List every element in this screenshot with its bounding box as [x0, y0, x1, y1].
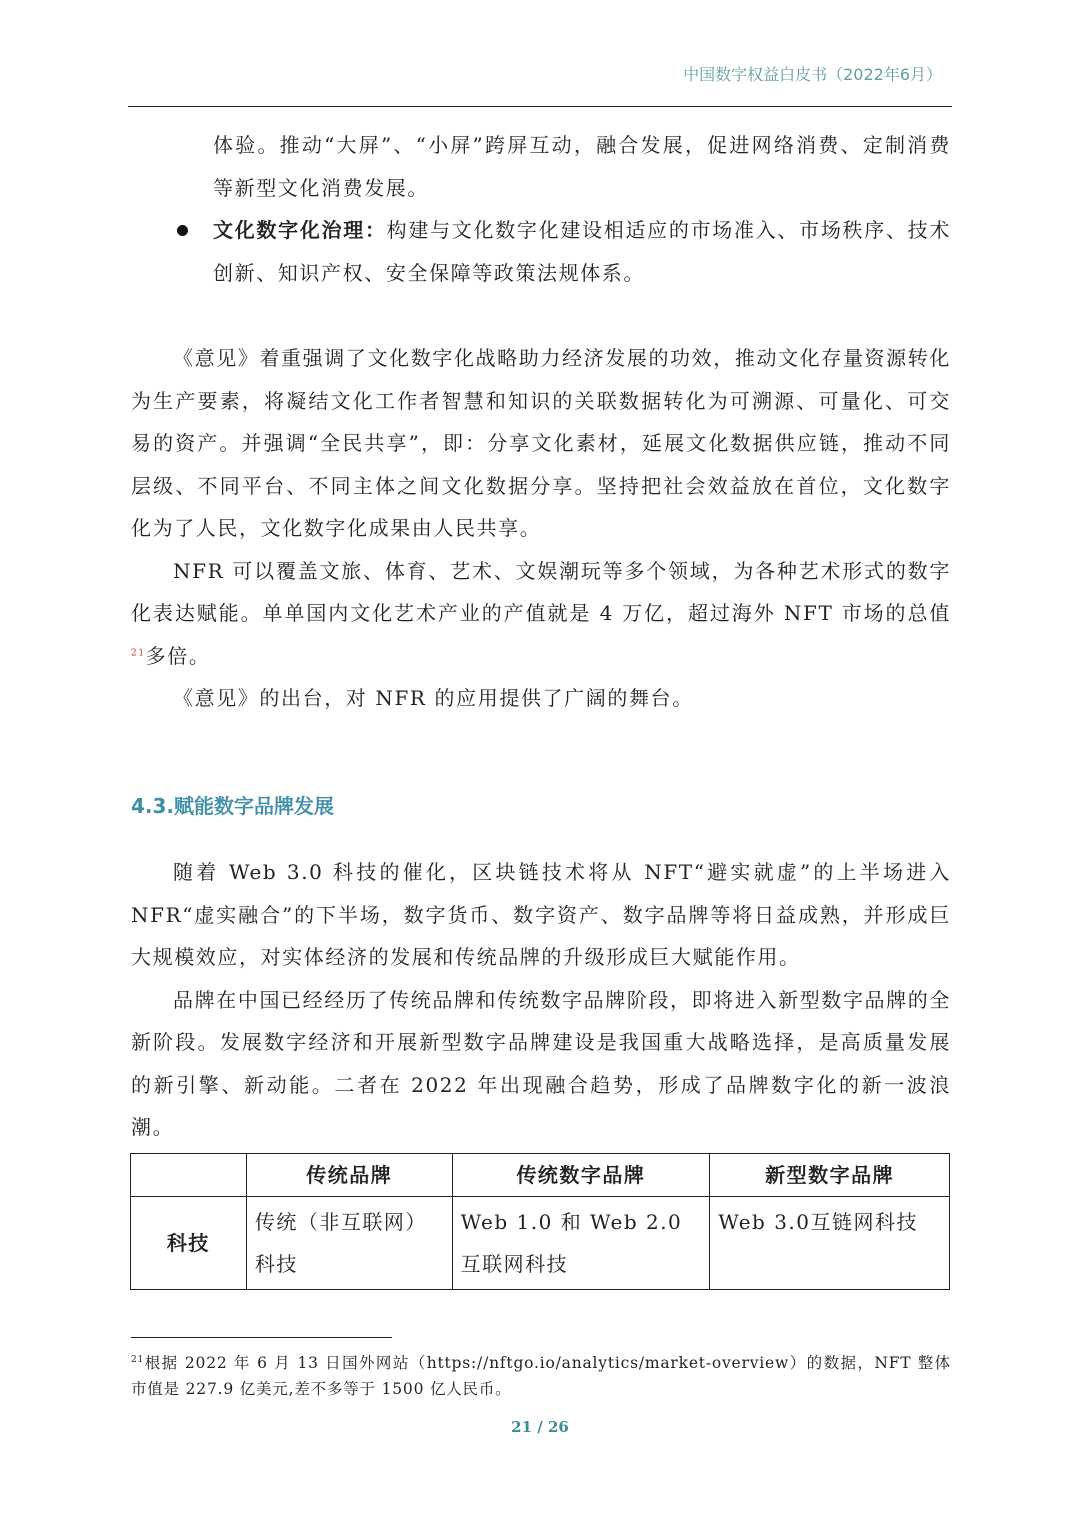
header-rule [128, 106, 952, 107]
bullet-text: 构建与文化数字化建设相适应的市场准入、市场秩序、技术创新、知识产权、安全保障等政策法规体系。 [213, 218, 951, 285]
footnote-number: 21 [131, 1354, 145, 1365]
paragraph: 品牌在中国已经经历了传统品牌和传统数字品牌阶段，即将进入新型数字品牌的全新阶段。发展数字经济和开展新型数字品牌建设是我国重大战略选择，是高质量发展的新引擎、新动能。二者在 2022 年出现融合趋势，形成了品牌数字化的新一波浪潮。 [131, 987, 951, 1139]
table-row [131, 1197, 950, 1290]
table-header [131, 1154, 247, 1197]
paragraph-text: NFR 可以覆盖文旅、体育、艺术、文娱潮玩等多个领域，为各种艺术形式的数字化表达赋能。单单国内文化艺术产业的产值就是 4 万亿，超过海外 NFT 市场的总值 [131, 558, 951, 625]
section-heading: 4.3.赋能数字品牌发展 [131, 794, 335, 818]
footnote-rule [131, 1337, 392, 1338]
table-cell: Web 1.0 和 Web 2.0 互联网科技 [452, 1197, 710, 1290]
footnote-ref[interactable]: 21 [131, 647, 146, 658]
paragraph [131, 550, 951, 678]
bullet-label: 文化数字化治理： [213, 218, 387, 242]
bullet-item [131, 209, 951, 294]
section-paragraphs [131, 851, 951, 1149]
brand-table [130, 1153, 950, 1290]
table-header: 新型数字品牌 [710, 1154, 950, 1197]
table-header: 传统数字品牌 [452, 1154, 710, 1197]
paragraph: 《意见》着重强调了文化数字化战略助力经济发展的功效，推动文化存量资源转化为生产要素，将凝结文化工作者智慧和知识的关联数据转化为可溯源、可量化、可交易的资产。并强调“全民共享”，即：分享文化素材，延展文化数据供应链，推动不同层级、不同平台、不同主体之间文化数据分享。坚持把社会效益放在首位，文化数字化为了人民，文化数字化成果由人民共享。 [131, 346, 951, 540]
body-paragraphs [131, 337, 951, 720]
footnote-text: 根据 2022 年 6 月 13 日国外网站（https://nftgo.io/analytics/market-overview）的数据，NFT 整体市值是 227.9 亿美元,差不多等于 1500 亿人民币。 [131, 1354, 951, 1398]
page-number: 21 / 26 [511, 1418, 569, 1436]
table-header: 传统品牌 [246, 1154, 452, 1197]
bullet-continuation: 体验。推动“大屏”、“小屏”跨屏互动，融合发展，促进网络消费、定制消费等新型文化消费发展。 [213, 133, 951, 200]
paragraph: 随着 Web 3.0 科技的催化，区块链技术将从 NFT“避实就虚”的上半场进入NFR“虚实融合”的下半场，数字货币、数字资产、数字品牌等将日益成熟，并形成巨大规模效应，对实体经济的发展和传统品牌的升级形成巨大赋能作用。 [131, 860, 951, 969]
paragraph: 《意见》的出台，对 NFR 的应用提供了广阔的舞台。 [173, 686, 694, 710]
bullet-section [131, 124, 951, 294]
running-header: 中国数字权益白皮书（2022年6月） [683, 65, 942, 84]
footnote [131, 1350, 951, 1402]
table-cell: Web 3.0互链网科技 [710, 1197, 950, 1290]
paragraph-text: 多倍。 [145, 643, 211, 668]
table-cell: 传统（非互联网）科技 [246, 1197, 452, 1290]
table-header-row [131, 1154, 950, 1197]
bullet-icon [177, 225, 188, 236]
row-header: 科技 [131, 1197, 247, 1290]
